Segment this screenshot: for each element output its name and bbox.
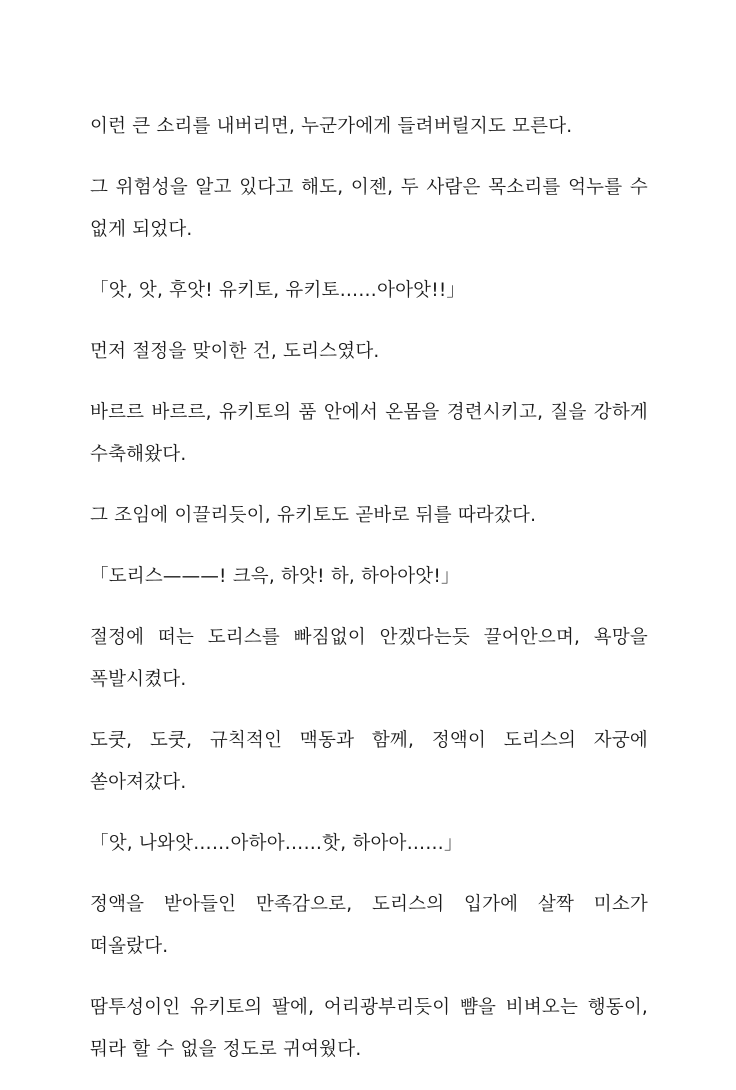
paragraph-4: 바르르 바르르, 유키토의 품 안에서 온몸을 경련시키고, 질을 강하게 수축해왔다. [90,402,648,465]
dialogue-2: 「도리스———! 크윽, 하앗! 하, 하아아앗!」 [90,566,460,587]
paragraph-6: 절정에 떠는 도리스를 빠짐없이 안겠다는듯 끌어안으며, 욕망을 폭발시켰다. [90,627,648,690]
paragraph-1: 이런 큰 소리를 내버리면, 누군가에게 들려버릴지도 모른다. [90,116,573,137]
document-page [90,106,648,1090]
paragraph-9: 땀투성이인 유키토의 팔에, 어리광부리듯이 뺨을 비벼오는 행동이, 뭐라 할 수 없을 정도로 귀여웠다. [90,997,648,1060]
paragraph-3: 먼저 절정을 맞이한 건, 도리스였다. [90,341,380,362]
paragraph-2: 그 위험성을 알고 있다고 해도, 이젠, 두 사람은 목소리를 억누를 수 없게 되었다. [90,177,648,240]
paragraph-7: 도쿳, 도쿳, 규칙적인 맥동과 함께, 정액이 도리스의 자궁에 쏟아져갔다. [90,730,648,793]
paragraph-5: 그 조임에 이끌리듯이, 유키토도 곧바로 뒤를 따라갔다. [90,505,537,526]
dialogue-3: 「앗, 나와앗……아하아……핫, 하아아……」 [90,833,463,854]
paragraph-8: 정액을 받아들인 만족감으로, 도리스의 입가에 살짝 미소가 떠올랐다. [90,894,648,957]
dialogue-1: 「앗, 앗, 후앗! 유키토, 유키토……아아앗!!」 [90,280,466,301]
